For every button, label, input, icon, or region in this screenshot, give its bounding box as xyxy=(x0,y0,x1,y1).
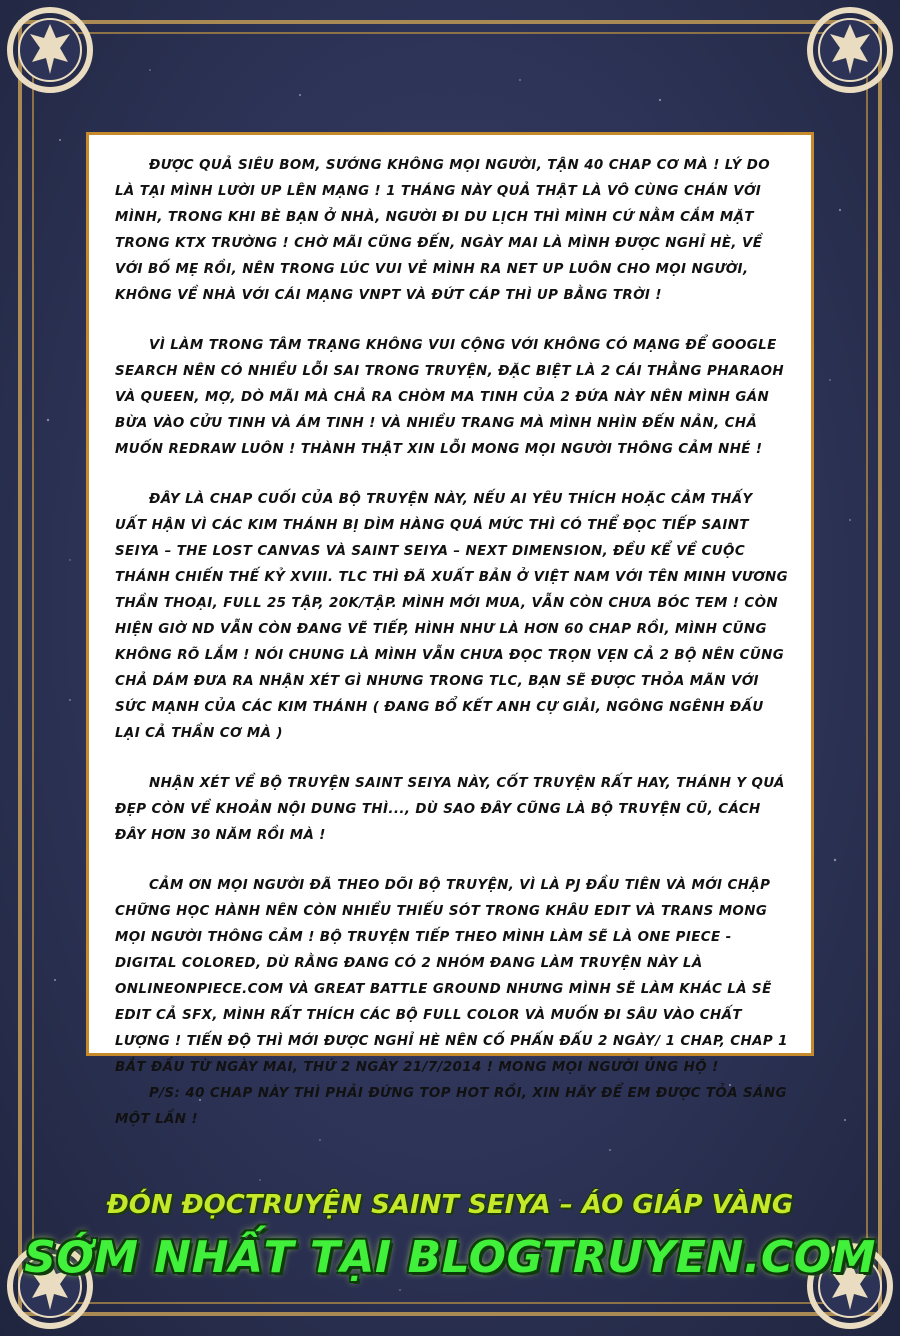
eagle-crest-icon xyxy=(804,4,896,96)
note-paragraph-1: ĐƯỢC QUẢ SIÊU BOM, SƯỚNG KHÔNG MỌI NGƯỜI, TẬN 40 CHAP CƠ MÀ ! LÝ DO LÀ TẠI MÌNH LƯỜI UP LÊN MẠNG ! 1 THÁNG NÀY QUẢ THẬT LÀ VÔ CÙNG CHÁN VỚI MÌNH, TRONG KHI BÈ BẠN Ở NHÀ, NGƯỜI ĐI DU LỊCH THÌ MÌNH CỨ NẰM CẮM MẶT TRONG KTX TRƯỜNG ! CHỜ MÃI CŨNG ĐẾN, NGÀY MAI LÀ MÌNH ĐƯỢC NGHỈ HÈ, VỀ VỚI BỐ MẸ RỒI, NÊN TRONG LÚC VUI VẺ MÌNH RA NET UP LUÔN CHO MỌI NGƯỜI, KHÔNG VỀ NHÀ VỚI CÁI MẠNG VNPT VÀ ĐỨT CÁP THÌ UP BẰNG TRỜI ! xyxy=(115,158,771,303)
note-paragraph-3: ĐÂY LÀ CHAP CUỐI CỦA BỘ TRUYỆN NÀY, NẾU AI YÊU THÍCH HOẶC CẢM THẤY UẤT HẬN VÌ CÁC KIM THÁNH BỊ DÌM HÀNG QUÁ MỨC THÌ CÓ THỂ ĐỌC TIẾP SAINT SEIYA – THE LOST CANVAS VÀ SAINT SEIYA – NEXT DIMENSION, ĐỀU KỂ VỀ CUỘC THÁNH CHIẾN THẾ KỶ XVIII. TLC THÌ ĐÃ XUẤT BẢN Ở VIỆT NAM VỚI TÊN MINH VƯƠNG THẦN THOẠI, FULL 25 TẬP, 20K/TẬP. MÌNH MỚI MUA, VẪN CÒN CHƯA BÓC TEM ! CÒN HIỆN GIỜ ND VẪN CÒN ĐANG VẼ TIẾP, HÌNH NHƯ LÀ HƠN 60 CHAP RỒI, MÌNH CŨNG KHÔNG RÕ LẮM ! NÓI CHUNG LÀ MÌNH VẪN CHƯA ĐỌC TRỌN VẸN CẢ 2 BỘ NÊN CŨNG CHẢ DÁM ĐƯA RA NHẬN XÉT GÌ NHƯNG TRONG TLC, BẠN SẼ ĐƯỢC THỎA MÃN VỚI SỨC MẠNH CỦA CÁC KIM THÁNH ( ĐANG BỔ KẾT ANH CỰ GIẢI, NGÔNG NGÊNH ĐẤU LẠI CẢ THẦN CƠ MÀ ) xyxy=(115,492,788,741)
eagle-crest-icon xyxy=(4,4,96,96)
note-paragraph-5: CẢM ƠN MỌI NGƯỜI ĐÃ THEO DÕI BỘ TRUYỆN, VÌ LÀ PJ ĐẦU TIÊN VÀ MỚI CHẬP CHỮNG HỌC HÀNH NÊN CÒN NHIỀU THIẾU SÓT TRONG KHÂU EDIT VÀ TRANS MONG MỌI NGƯỜI THÔNG CẢM ! BỘ TRUYỆN TIẾP THEO MÌNH LÀM SẼ LÀ ONE PIECE - DIGITAL COLORED, DÙ RẰNG ĐANG CÓ 2 NHÓM ĐANG LÀM TRUYỆN NÀY LÀ ONLINEONPIECE.COM VÀ GREAT BATTLE GROUND NHƯNG MÌNH SẼ LÀM KHÁC LÀ SẼ EDIT CẢ SFX, MÌNH RẤT THÍCH CÁC BỘ FULL COLOR VÀ MUỐN ĐI SÂU VÀO CHẤT LƯỢNG ! TIẾN ĐỘ THÌ MỚI ĐƯỢC NGHỈ HÈ NÊN CỐ PHẤN ĐẤU 2 NGÀY/ 1 CHAP, CHAP 1 BẮT ĐẦU TỪ NGÀY MAI, THỨ 2 NGÀY 21/7/2014 ! MONG MỌI NGƯỜI ỦNG HỘ ! xyxy=(115,878,788,1075)
note-paragraph-4: NHẬN XÉT VỀ BỘ TRUYỆN SAINT SEIYA NÀY, CỐT TRUYỆN RẤT HAY, THÁNH Y QUÁ ĐẸP CÒN VỀ KHOẢN NỘI DUNG THÌ..., DÙ SAO ĐÂY CŨNG LÀ BỘ TRUYỆN CŨ, CÁCH ĐÂY HƠN 30 NĂM RỒI MÀ ! xyxy=(115,776,785,843)
note-paragraph-2: VÌ LÀM TRONG TÂM TRẠNG KHÔNG VUI CỘNG VỚI KHÔNG CÓ MẠNG ĐỂ GOOGLE SEARCH NÊN CÓ NHIỀU LỖI SAI TRONG TRUYỆN, ĐẶC BIỆT LÀ 2 CÁI THẰNG PHARAOH VÀ QUEEN, MỢ, DÒ MÃI MÀ CHẢ RA CHÒM MA TINH CỦA 2 ĐỨA NÀY NÊN MÌNH GÁN BỪA VÀO CỬU TINH VÀ ÁM TINH ! VÀ NHIỀU TRANG MÀ MÌNH NHÌN ĐẾN NẢN, CHẢ MUỐN REDRAW LUÔN ! THÀNH THẬT XIN LỖI MONG MỌI NGƯỜI THÔNG CẢM NHÉ ! xyxy=(115,338,785,457)
note-postscript: P/S: 40 CHAP NÀY THÌ PHẢI ĐỨNG TOP HOT RỒI, XIN HÃY ĐỂ EM ĐƯỢC TỎA SÁNG MỘT LẦN ! xyxy=(115,1086,787,1127)
promo-line-2: SỚM NHẤT TẠI BLOGTRUYEN.COM xyxy=(24,1232,876,1283)
translator-note-box xyxy=(86,132,814,1127)
promo-line-1: ĐÓN ĐỌCTRUYỆN SAINT SEIYA – ÁO GIÁP VÀNG xyxy=(106,1190,794,1220)
